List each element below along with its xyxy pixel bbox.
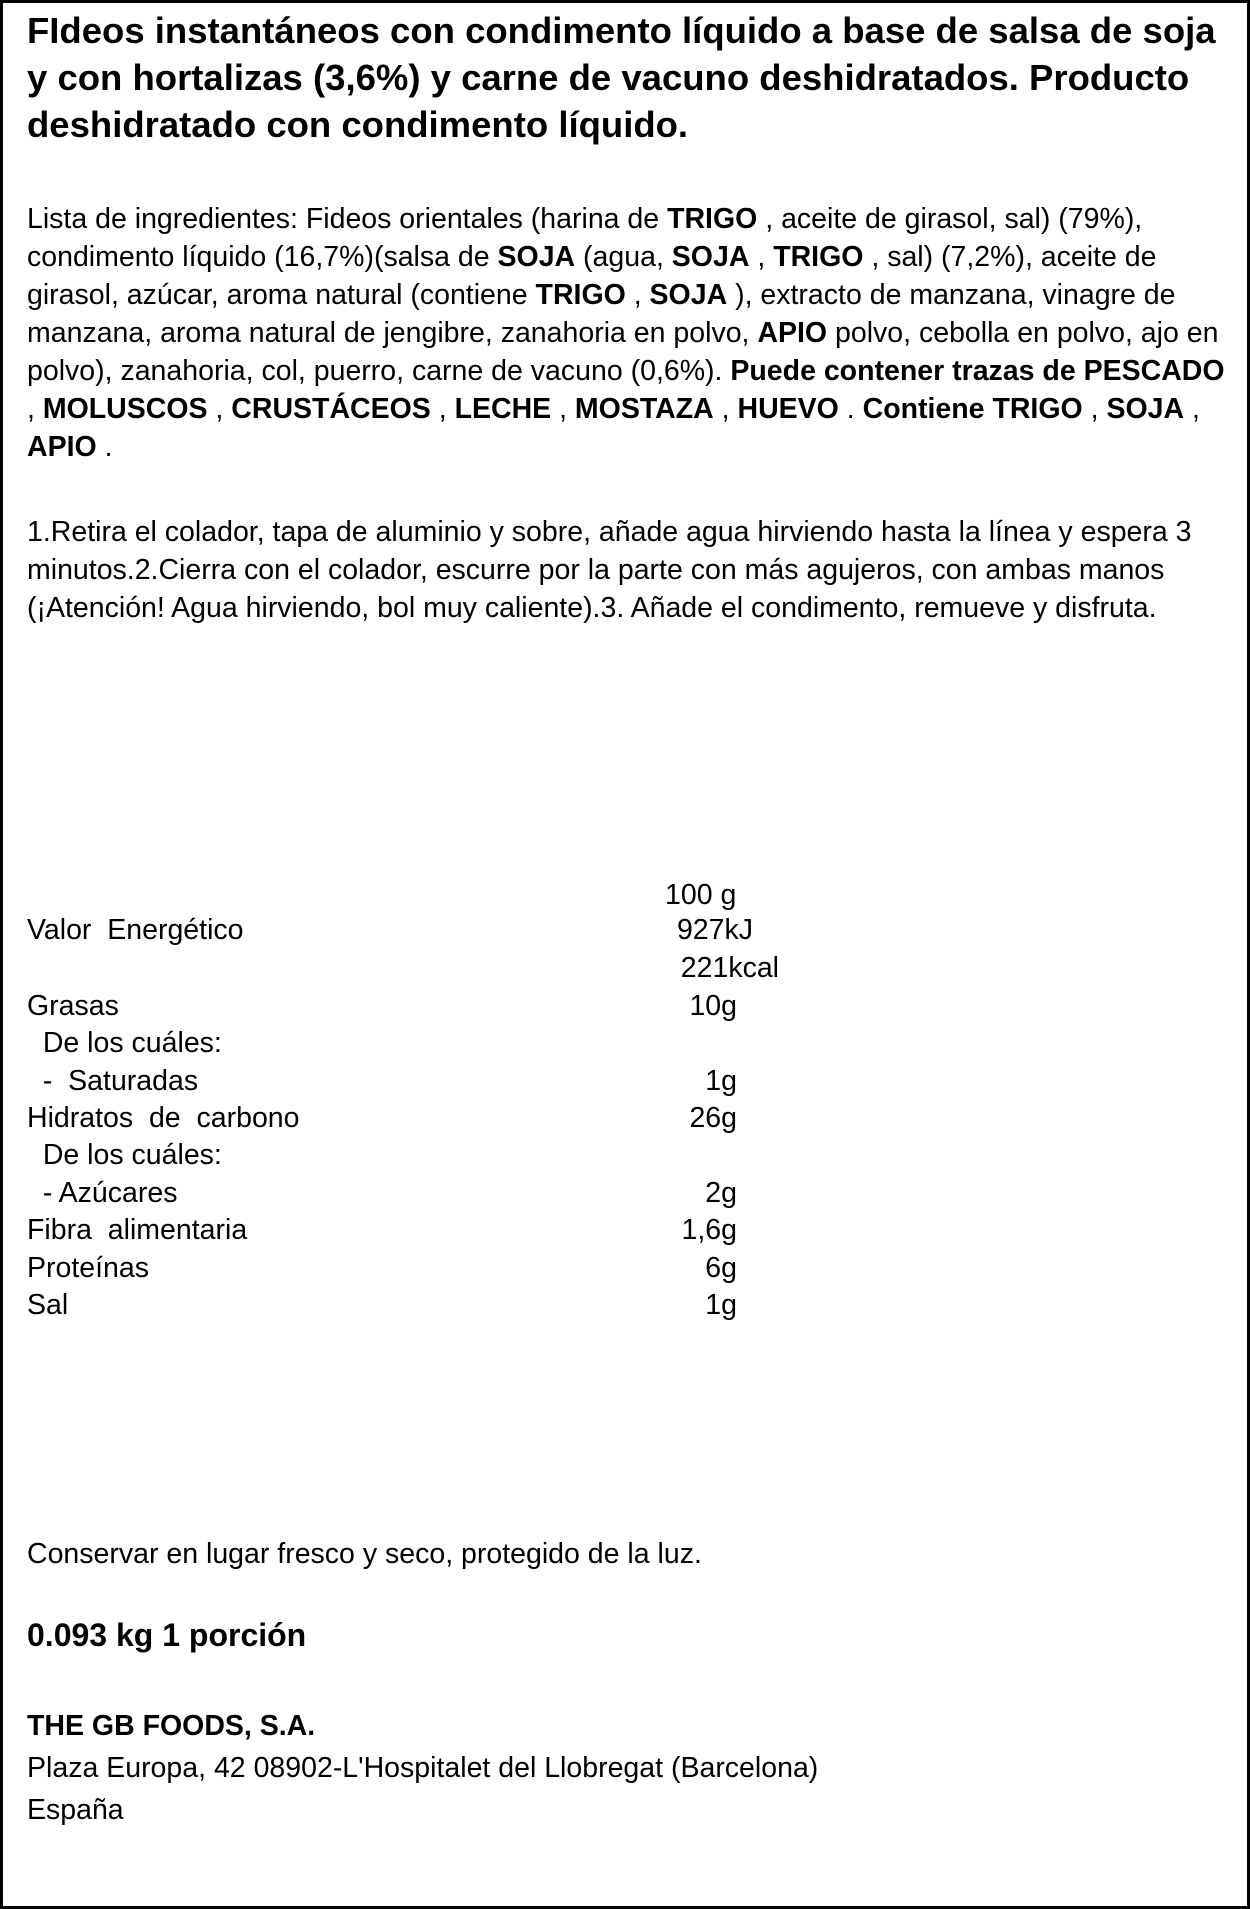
nutrition-label: Hidratos de carbono [27,1102,300,1134]
ingredients-text: , [625,279,650,311]
ingredients-text: , [207,393,232,425]
nutrition-value: 1,6g [681,1214,737,1246]
company-name: THE GB FOODS, S.A. [27,1710,316,1742]
nutrition-label: Valor Energético [27,914,244,946]
nutrition-value-kj: 927kJ [676,914,753,946]
traces-molluscs: MOLUSCOS [42,393,208,425]
ingredients-list [27,200,1232,466]
nutrition-label: - Azúcares [27,1177,178,1209]
nutrition-label: - Saturadas [27,1065,199,1097]
product-title: FIdeos instantáneos con condimento líquido a base de salsa de soja y con hortalizas (3,6%) y carne de vacuno deshidratados. Producto deshidratado con condimento líquido. [27,10,1216,145]
ingredients-text: . [96,431,113,463]
nutrition-value: 10g [689,990,737,1022]
ingredients-text: , [713,393,738,425]
contains-soy: SOJA [1106,393,1185,425]
nutrition-row [3,987,1243,1025]
nutrition-row [3,1024,1243,1062]
allergen-wheat: TRIGO [667,203,758,235]
nutrition-label: Sal [27,1289,69,1321]
nutrition-value-kcal: 221kcal [680,952,779,984]
traces-mustard: MOSTAZA [574,393,714,425]
ingredients-text: , aceite de girasol, sal) (79%), condimento líquido (16,7%)(salsa de [27,203,1143,273]
traces-milk: LECHE [454,393,552,425]
ingredients-text: . [838,393,863,425]
nutrition-row [3,1174,1243,1212]
nutrition-header-row [3,876,1243,914]
nutrition-row [3,1062,1243,1100]
ingredients-text: (agua, [575,241,672,273]
allergen-soy: SOJA [671,241,750,273]
company-address: Plaza Europa, 42 08902-L'Hospitalet del Llobregat (Barcelona) [27,1752,819,1784]
nutrition-label: De los cuáles: [27,1027,222,1059]
contains-celery: APIO [27,431,97,463]
ingredients-text: , [551,393,575,425]
traces-fish: Puede contener trazas de PESCADO [730,355,1225,387]
traces-egg: HUEVO [737,393,839,425]
nutrition-row [3,1136,1243,1174]
company-country: España [27,1794,124,1826]
contains-wheat: Contiene TRIGO [862,393,1083,425]
nutrition-label: Fibra alimentaria [27,1214,248,1246]
nutrition-value: 6g [705,1252,737,1284]
preparation-instructions: 1.Retira el colador, tapa de aluminio y sobre, añade agua hirviendo hasta la línea y espera 3 minutos.2.Cierra con el colador, escurre por la parte con más agujeros, con ambas manos (¡Atención! Agua hirviendo, bol muy caliente).3. Añade el condimento, remueve y disfruta. [27,516,1192,624]
ingredients-text: , [1184,393,1200,425]
nutrition-row [3,1211,1243,1249]
net-quantity: 0.093 kg 1 porción [27,1617,307,1653]
ingredients-text: Lista de ingredientes: Fideos orientales (harina de [27,203,668,235]
nutrition-value: 1g [705,1065,737,1097]
ingredients-text: , [27,393,43,425]
allergen-soy: SOJA [649,279,728,311]
ingredients-text: , [1082,393,1107,425]
ingredients-text: polvo, cebolla en polvo, ajo en polvo), zanahoria, col, puerro, carne de vacuno (0,6%). [27,317,1219,387]
nutrition-per-100g-header: 100 g [665,879,737,911]
nutrition-row [3,1249,1243,1287]
storage-instructions: Conservar en lugar fresco y seco, protegido de la luz. [27,1538,702,1570]
nutrition-value: 1g [705,1289,737,1321]
allergen-wheat: TRIGO [773,241,864,273]
nutrition-label: De los cuáles: [27,1139,222,1171]
nutrition-label: Proteínas [27,1252,149,1284]
nutrition-label: Grasas [27,990,119,1022]
ingredients-text: , sal) (7,2%), aceite de girasol, azúcar, aroma natural (contiene [27,241,1157,311]
nutrition-row [3,1286,1243,1324]
ingredients-text: , [749,241,774,273]
nutrition-row-energy [3,911,1243,949]
allergen-soy: SOJA [497,241,576,273]
ingredients-text: ), extracto de manzana, vinagre de manzana, aroma natural de jengibre, zanahoria en polvo, [27,279,1176,349]
nutrition-value: 2g [705,1177,737,1209]
nutrition-value: 26g [689,1102,737,1134]
traces-crustaceans: CRUSTÁCEOS [231,393,431,425]
ingredients-text: , [430,393,455,425]
nutrition-row [3,1099,1243,1137]
nutrition-row-energy-kcal [3,949,1243,987]
allergen-celery: APIO [757,317,828,349]
allergen-wheat: TRIGO [535,279,626,311]
